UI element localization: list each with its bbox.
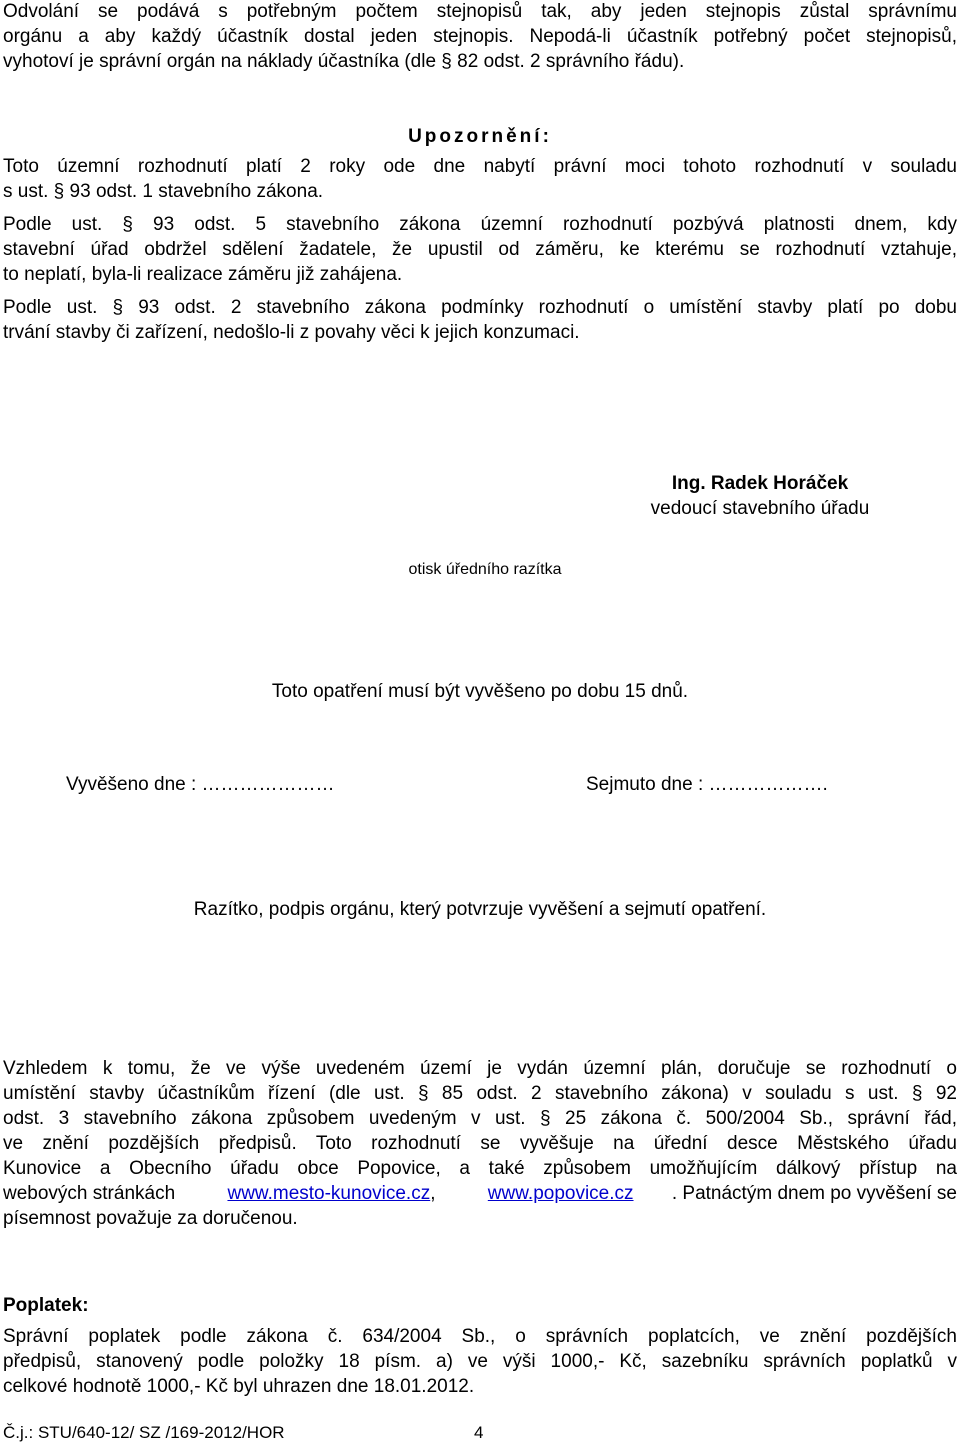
posted-date-field: Vyvěšeno dne : ………………… (66, 774, 335, 795)
delivery-line-3: odst. 3 stavebního zákona způsobem uvedeným v ust. § 25 zákona č. 500/2004 Sb., správní řád, (3, 1108, 957, 1129)
notice-p3-line-2: trvání stavby či zařízení, nedošlo-li z povahy věci k jejich konzumaci. (3, 322, 580, 343)
signatory-name: Ing. Radek Horáček (671, 473, 849, 494)
notice-p2-line-3: to neplatí, byla-li realizace záměru již zahájena. (3, 264, 403, 285)
notice-p2-line-1: Podle ust. § 93 odst. 5 stavebního zákona územní rozhodnutí pozbývá platnosti dnem, kdy (3, 214, 957, 235)
delivery-line-7: písemnost považuje za doručenou. (3, 1208, 298, 1229)
notice-p1-line-2: s ust. § 93 odst. 1 stavebního zákona. (3, 181, 324, 202)
posting-duration-notice: Toto opatření musí být vyvěšeno po dobu 15 dnů. (271, 681, 689, 702)
notice-heading: Upozornění: (408, 126, 552, 147)
stamp-placeholder-note: otisk úředního razítka (408, 561, 562, 578)
appeal-text-line-1: Odvolání se podává s potřebným počtem stejnopisů tak, aby jeden stejnopis zůstal správnímu (3, 1, 957, 22)
notice-p1-line-1: Toto územní rozhodnutí platí 2 roky ode dne nabytí právní moci tohoto rozhodnutí v souladu (3, 156, 957, 177)
delivery-line-6 (3, 1182, 957, 1206)
delivery-line-6-start: webových stránkách (3, 1183, 176, 1204)
delivery-line-4: ve znění pozdějších předpisů. Toto rozhodnutí se vyvěšuje na úřední desce Městského úřadu (3, 1133, 957, 1154)
delivery-link-separator: , (430, 1183, 436, 1204)
page-number: 4 (474, 1423, 484, 1442)
link-popovice[interactable]: www.popovice.cz (487, 1183, 634, 1204)
fee-heading: Poplatek: (3, 1295, 89, 1316)
fee-line-1: Správní poplatek podle zákona č. 634/2004 Sb., o správních poplatcích, ve znění pozdějších (3, 1326, 957, 1347)
notice-p2-line-2: stavební úřad obdržel sdělení žadatele, že upustil od záměru, ke kterému se rozhodnutí vztahuje, (3, 239, 957, 260)
delivery-line-2: umístění stavby účastníkům řízení (dle ust. § 85 odst. 2 stavebního zákona) v souladu s ust. § 92 (3, 1083, 957, 1104)
removed-date-field: Sejmuto dne : ………………. (586, 774, 828, 795)
link-mesto-kunovice[interactable]: www.mesto-kunovice.cz (227, 1183, 431, 1204)
appeal-text-line-2: orgánu a aby každý účastník dostal jeden stejnopis. Nepodá-li účastník potřebný počet stejnopisů, (3, 26, 957, 47)
fee-line-3: celkové hodnotě 1000,- Kč byl uhrazen dne 18.01.2012. (3, 1376, 475, 1397)
posting-confirmation-note: Razítko, podpis orgánu, který potvrzuje vyvěšení a sejmutí opatření. (193, 899, 767, 920)
notice-p3-line-1: Podle ust. § 93 odst. 2 stavebního zákona podmínky rozhodnutí o umístění stavby platí po dobu (3, 297, 957, 318)
delivery-line-1: Vzhledem k tomu, že ve výše uvedeném území je vydán územní plán, doručuje se rozhodnutí o (3, 1058, 957, 1079)
delivery-links-group (227, 1182, 435, 1206)
signatory-role: vedoucí stavebního úřadu (650, 498, 870, 519)
fee-line-2: předpisů, stanovený podle položky 18 písm. a) ve výši 1000,- Kč, sazebníku správních poplatků v (3, 1351, 957, 1372)
appeal-text-line-3: vyhotoví je správní orgán na náklady účastníka (dle § 82 odst. 2 správního řádu). (3, 51, 685, 72)
reference-number: Č.j.: STU/640-12/ SZ /169-2012/HOR (3, 1423, 285, 1442)
delivery-line-6-end: . Patnáctým dnem po vyvěšení se (671, 1183, 957, 1204)
delivery-line-5: Kunovice a Obecního úřadu obce Popovice, a také způsobem umožňujícím dálkový přístup na (3, 1158, 957, 1179)
